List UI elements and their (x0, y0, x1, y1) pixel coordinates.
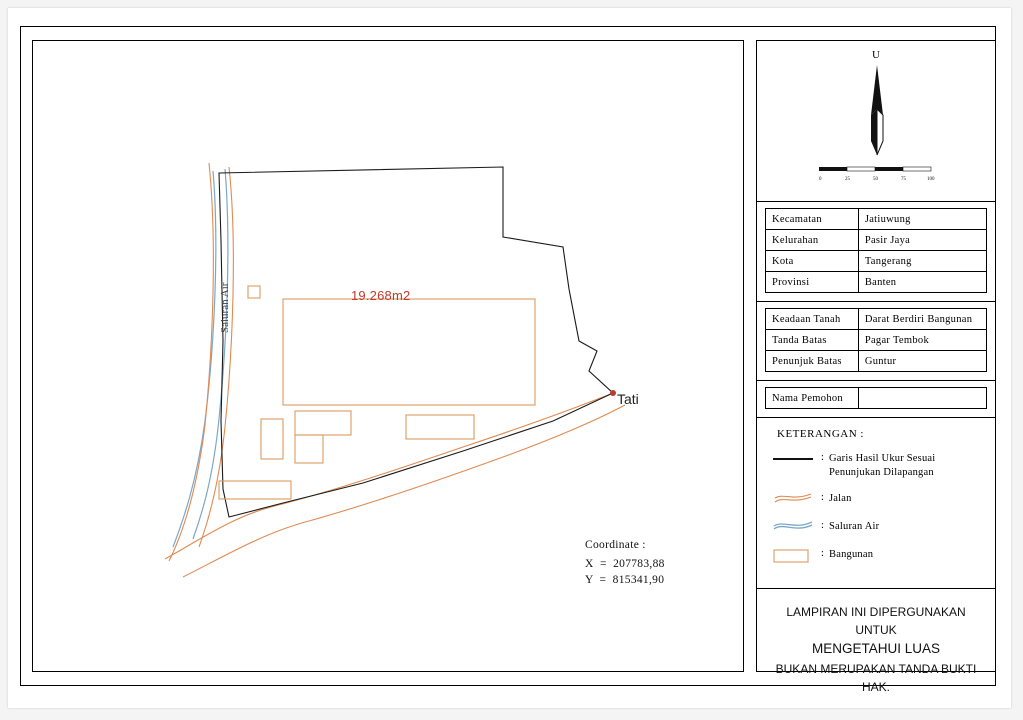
svg-text:25: 25 (845, 177, 850, 181)
coordinate-title: Coordinate : (585, 539, 646, 551)
table-row (766, 351, 987, 372)
legend-label-line2: Penunjukan Dilapangan (829, 467, 934, 479)
legend-title: KETERANGAN : (777, 428, 864, 440)
row-key: Tanda Batas (766, 330, 859, 351)
legend-label: Saluran Air (829, 521, 880, 533)
coordinate-x: X = 207783,88 (585, 557, 665, 570)
applicant-name-value[interactable] (858, 388, 986, 409)
neighbor-name-label: Tati (617, 391, 639, 407)
row-value: Jatiuwung (858, 209, 986, 230)
row-key: Nama Pemohon (766, 388, 859, 409)
legend-label: Bangunan (829, 549, 874, 561)
table-row (766, 272, 987, 293)
legend-item-road (771, 492, 985, 508)
row-value: Pasir Jaya (858, 230, 986, 251)
legend-label (829, 452, 935, 480)
legend-colon: : (821, 492, 824, 504)
water-line-icon (771, 520, 815, 536)
row-key: Kecamatan (766, 209, 859, 230)
row-key: Penunjuk Batas (766, 351, 859, 372)
boundary-point-marker (610, 390, 616, 396)
land-table-group (757, 302, 995, 381)
legend-item-water (771, 520, 985, 536)
info-panel (756, 40, 996, 694)
legend-colon: : (821, 548, 824, 560)
legend-block (757, 418, 995, 589)
location-table-group (757, 202, 995, 302)
row-value: Tangerang (858, 251, 986, 272)
row-value: Guntur (858, 351, 986, 372)
coordinate-y: Y = 815341,90 (585, 574, 665, 587)
legend-item-building (771, 548, 985, 564)
svg-text:75: 75 (901, 177, 906, 181)
svg-text:50: 50 (873, 177, 878, 181)
compass-block (757, 41, 995, 202)
water-channel-group (173, 169, 228, 547)
applicant-table (765, 387, 987, 409)
scale-bar (817, 163, 941, 181)
road-line-icon (771, 492, 815, 508)
legend-colon: : (821, 520, 824, 532)
table-row (766, 230, 987, 251)
legend-label: Jalan (829, 493, 852, 505)
footer-note (757, 589, 995, 709)
map-drawing-panel (32, 40, 744, 672)
coordinate-box (585, 537, 665, 589)
legend-colon: : (821, 452, 824, 463)
parcel-area-label: 19.268m2 (351, 288, 411, 303)
document-page (8, 8, 1011, 708)
svg-text:100: 100 (927, 177, 935, 181)
table-row (766, 388, 987, 409)
svg-text:0: 0 (819, 177, 822, 181)
parcel-boundary-group (219, 167, 613, 517)
north-arrow-icon (849, 63, 905, 159)
land-condition-table (765, 308, 987, 372)
row-key: Provinsi (766, 272, 859, 293)
row-key: Kota (766, 251, 859, 272)
table-row (766, 209, 987, 230)
row-value: Pagar Tembok (858, 330, 986, 351)
footer-line-1: LAMPIRAN INI DIPERGUNAKAN UNTUK (786, 605, 966, 638)
row-value: Banten (858, 272, 986, 293)
water-channel-label: Saluran Air (219, 282, 231, 333)
buildings-group (219, 286, 535, 499)
row-value: Darat Berdiri Bangunan (858, 309, 986, 330)
legend-label-line1: Garis Hasil Ukur Sesuai (829, 453, 936, 464)
north-letter: U (872, 49, 880, 61)
solid-line-icon (771, 452, 815, 468)
footer-line-2: MENGETAHUI LUAS (811, 641, 941, 657)
building-box-icon (771, 548, 815, 564)
applicant-table-group (757, 381, 995, 418)
footer-line-3: BUKAN MERUPAKAN TANDA BUKTI HAK. (775, 661, 977, 694)
table-row (766, 309, 987, 330)
legend-item-boundary (771, 452, 985, 480)
table-row (766, 251, 987, 272)
row-key: Keadaan Tanah (766, 309, 859, 330)
row-key: Kelurahan (766, 230, 859, 251)
location-table (765, 208, 987, 293)
road-network-group (165, 163, 625, 577)
table-row (766, 330, 987, 351)
